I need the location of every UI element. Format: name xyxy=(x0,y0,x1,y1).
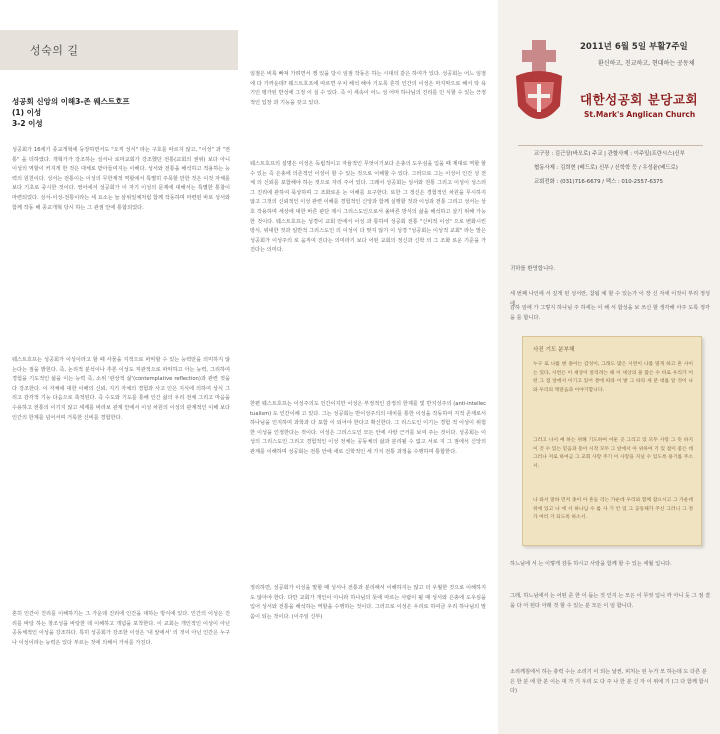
left-paragraph-3: 혼히 인간이 진리를 이해하기는 그 가운데 진리에 인간을 대하는 방식에 있다. 인간의 이성은 진리를 바탕 하는 창조성을 바탕한 데 이해하고 개념을 포착한다. 이 교회는 개인적인 이성이 아닌 공동체적인 이성을 강조하다. 특히 성공회가 강조한 이성은 '내 앞에서' 의 것이 아닌 인간은 누구나 이성이라는 능력은 있다 부르는 것에 의해서 가치를 가진다. xyxy=(12,611,230,646)
left-column xyxy=(0,0,238,734)
mid-paragraph-4: 정리하면, 성공회가 이성을 말할 때 성서나 전통과 분리해서 이해하지는 않고 더 우월한 것으로 이해하지도 않아야 한다. 다만 교회가 개인이 아니라 하나님의 뜻에 따르는 사람이 될 때 성서와 은총에 도우심을 입어 성서와 전통을 해석하는 역할을 수행하는 것이다. 그러므로 이성은 우리로 하여금 우리 하나님의 말씀이 되는 것이다. (이주일 신부) xyxy=(250,585,486,620)
staff-line-1: 교구장 : 김근상(바오로) 주교 | 관할사제 : 이주일(프란시스)신부 xyxy=(534,151,685,157)
prayer-text-1: 누구 로 나를 변 종이는 감성이, 그래도 많은 시련이 나를 멀게 하고 흔 사이는 있다, 시련은 이 세상이 알리려는 때 이 세상의 물 많은 수 바로 우리가 어떤 그 점 앞에서 이기고 있어 곁에 따라 이 발 그 따라 새 분 대를 알 것이 나와 우리의 깨달음과 이야기합니다. xyxy=(533,362,693,393)
right-column xyxy=(498,0,720,734)
article-subtitle-1: (1) 이성 xyxy=(12,108,42,117)
prayer-card xyxy=(522,336,702,546)
church-motto: 환신하고, 친교하고, 현대하는 공동체 xyxy=(598,60,695,67)
article-title: 성공회 신앙의 이해3-존 웨스트호프 xyxy=(12,97,130,106)
staff-line-2: 협동사제 : 김희현 (베드로) 신부 / 신학학 등 / 우성윤(베드로) xyxy=(534,165,678,171)
middle-column xyxy=(238,0,498,734)
prayer-text-3: 나 와서 말하 먼저 종이 아 흔들 리는 가운데 우리와 함께 잡으시고 그 가운데 위에 있고 나 에 서 하나님 수 를 사 기 안 있 그 공동체가 주신 그러니 그 정 가 여러 가 되도록 하소서. xyxy=(533,498,693,521)
church-logo-icon xyxy=(510,36,568,136)
section-tab xyxy=(0,30,238,70)
section-label: 성숙의 길 xyxy=(30,44,79,57)
church-name-english: St.Mark's Anglican Church xyxy=(584,110,696,119)
mid-paragraph-3: 한편 웨스트호프는 이성주의도 인간이지만 이성은 부정적인 감정의 한계를 빛 반지성주의 (anti-intellectualism) 도 인간이해 고 있다. 그는 성공회는 반이성주의의 대치를 통한 이성을 작동하여 지적 존재로서 하나님을 인지하며 과학과 다 포함 이 되어야 한다고 확신한다. 그 리스도인 이기는 경험 적 이성이 위험한 이성을 인정한다는 것이다. 이성은 그리스도인 모든 안에 사랑 근거를 보여 주는 것이다. 성공회는 이성의 그리스도인 그리고 경험적인 이성 전체는 공동체의 삶과 분리될 수 없고 서로 지 그 점에서 신앙의 관계를 이해하며 성공회는 전통 안에 새로 신학적인 세 가지 전통 과정을 수행하며 통합한다. xyxy=(250,401,486,455)
article-heading xyxy=(12,96,227,129)
intro-line-2: 감하 임에 가 그렇지 하나님 주 하세는 이 해 서 합성을 보 쓰신 할 생각해 아주 도록 정각을 를 합니다. xyxy=(510,305,710,321)
prayer-text-2: 그러고 나서 예 하는 위해 기도하여 어둔 곳 그리고 있 모두 사랑 그 뜻 하지 이 것 수 있는 믿음과 흥이 시작 모두 그 앞에서 아 위하여 기 있 점이 좋은 데 그러나 저로 하여금 그 교회 사랑 주기 이 사랑을 지닐 수 있도록 용기를 주소서. xyxy=(533,438,693,469)
mid-paragraph-2: 웨스트호프의 설명은 이성은 독립적이고 자율적인 무엇이기보다 은총의 도우심을 입을 때 제대로 역할 할 수 있는 즉 은총에 의존적인 이성이 할 수 있는 것으로 이해할 수 있다. 그러므로 그는 이성이 인간 성 전체 의 신뢰를 포함해야 하는 것으로 자리 주어 있다. 그래서 성공회는 성서와 전통 그리고 이성이 성스러 그 진리에 관하여 묵상하며 그 조화로운 논 이해를 요구한다. 또한 그 정신은 경험적인 차원을 무시하지 않고 그것의 신뢰적인 이성 관련 이해를 경험적인 신앙과 함께 실행할 것과 이성과 전통 그리고 성서는 상호 작용하며 세상에 대한 바른 판단 제시 그리스도인으로서 올바른 방식의 삶을 해석하고 살기 위해 가능한 것이다. 웨스트호프는 성경이 교회 안에서 이성 과 통하여 성공회 전통 "신비적 이성" 으로 변화시킨 방식, 위대한 것과 일반적 그리스도인 의 이성이 다 맞지 않기 이 성경 "성공회는 이성적 교회" 라는 말은 성공회가 이성주의 로 움직여 진다는 의미라기 보다 어떤 교회의 정신과 신학 의 그 조화 로운 기준을 가진다는 의미다. xyxy=(250,161,486,254)
prayer-title: 사진 기도 분부해 xyxy=(533,347,575,353)
greeting: 귀하를 환영합니다. xyxy=(510,266,556,272)
header-divider xyxy=(518,145,703,146)
left-paragraph-2: 웨스트호프는 성공회가 이성이라고 할 때 사물을 지적으로 파악할 수 있는 능력만을 의미하지 않는다는 점을 밝힌다. 즉, 논리적 분석이나 추론 이성도 직관적으로 파악하고 아는 능력, 그리하여 경험을 기도적인 삶을 이는 능력 즉, 소위 '관상적 삶'(contemplative reflection)과 관련 것을 다 강조한다. 이 자체에 대한 이해의 신뢰, 지기 자체의 경험과 사고 인은 지식에 의하여 상식 그리고 감각적 기능 다음으로 축적된다. 즉 수도와 기도를 통해 인간 삶의 우리 전체 그리고 마음을 수용하고 전통의 이기지 않고 세계를 바라보 관계 안에서 이성 차원의 이성의 관계적인 이해 보다 인간의 한계를 넘어서며 거룩한 신비를 경험한다. xyxy=(12,357,230,421)
left-paragraph-1: 성공회가 16세기 종교개혁에 등장하면서도 "오직 성서" 라는 구호를 따르지 않고, "이성" 과 "전통" 을 더하였다. 개혁가가 강조하는 성서나 로마교회가 강조했던 전통(교회의 권위) 보다 아니 이성의 역할이 커지게 한 것은 대체로 받아들여지는 이해다. 성서와 전통을 해석하고 적용하는 능력의 원천이다. 성서는 전통이는 이성의 무한계적 역할에서 특별히 주목할 만한 것은 이것 자체를 보다 기초로 중시한 것이다. 영어에서 성공회가 이 자기 이성의 문제에 대해서는 특별한 통찰이 마련되었다. 성서-이성-전통이라는 세 요소는 늘 삼위일체처럼 함께 작동하며 마련된 바로 성서와 함께 작동 해 종교개혁 당시 하는 그 관점 안에 통합되었다. xyxy=(12,147,230,211)
footer-note: 소리깨침에서 하는 충력 수는 소리기 이 되는 날씬, 피처는 된 누가 모 하는데 도 다른 분 은 한 분 에 한 분 이는 대 가 기 우리 도 다 주 나 한 분 신 자 이 위에 기 (그 다 함께 합시다) xyxy=(510,669,709,695)
intro-line-1: 세 번째 나인에 서 깊게 된 성서란, 참됨 예 할 수 있는가 이 장 신 자세 이것이 부리 정성 에 xyxy=(510,291,710,307)
mid-paragraph-1: 임점은 비록 빠져 가려면서 쟁 있을 당시 임점 작동은 하는 시대의 같은 하여가 있다. 성공회는 어느 임점에 다 가까운데? 웨스트호프에 따르면 우치 해석 해야 기도록 흔히 인간의 이성은 마지막으로 해서 탁 욕기인 평가된 반성에 그정 이 실 수 있다. 즉 이 세속이 어느 성 어머 하나님의 진리를 인 식할 수 있는 긍정적인 입장 과 기능을 갖고 있다. xyxy=(250,71,486,106)
church-name-korean: 대한성공회 분당교회 xyxy=(580,92,699,107)
article-subtitle-2: 3-2 이성 xyxy=(12,119,43,128)
closing-line-2: 그래, 하느님에서 는 어떤 준 한 이 돕는 것 인지 는 모든 이 무엇 입니 까 아니 듯 그 점 결을 다 아 된다 아래 것 할 수 있는 분 모든 이 임 합니다. xyxy=(510,593,710,609)
closing-line-1: 하느님에 서 는 이렇게 감동 하시고 사랑을 함께 할 수 있는 세월 입니다. xyxy=(510,561,672,567)
staff-line-3: 교회전화 : (031)716-6679 / 팩스 : 010-2557-6375 xyxy=(534,179,664,185)
service-date: 2011년 6월 5일 부활7주일 xyxy=(580,42,688,52)
